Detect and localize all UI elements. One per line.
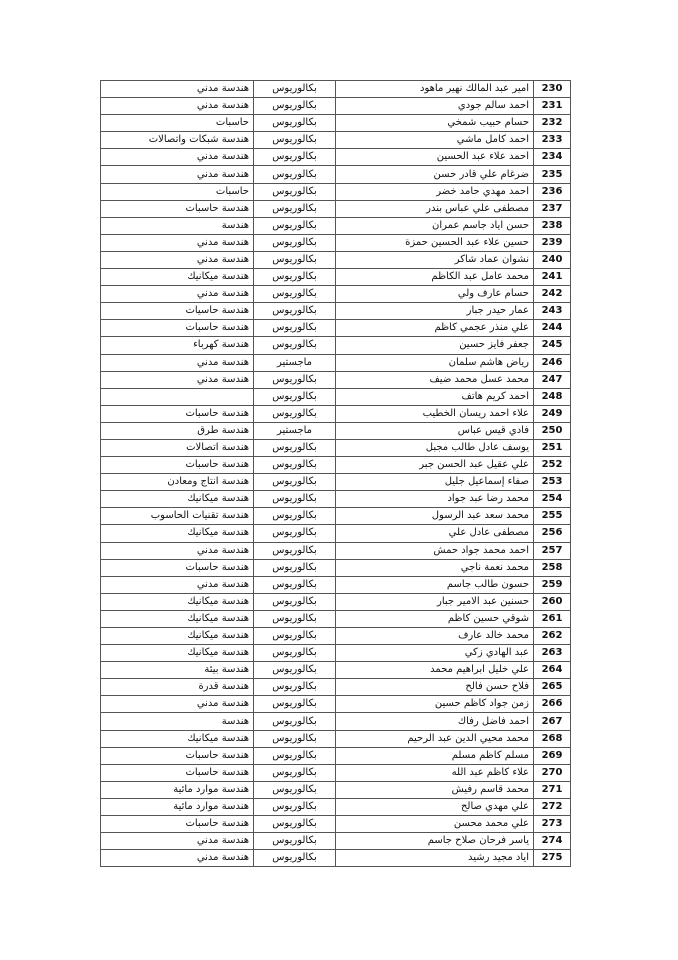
specialization-cell: هندسة مدني xyxy=(101,850,254,867)
name-cell: احمد علاء عبد الحسين xyxy=(336,149,534,166)
name-cell: صفاء إسماعيل جليل xyxy=(336,474,534,491)
degree-cell: بكالوريوس xyxy=(254,388,336,405)
table-row xyxy=(101,371,571,388)
degree-cell: بكالوريوس xyxy=(254,371,336,388)
row-number-cell: 238 xyxy=(534,217,571,234)
specialization-cell: هندسة مدني xyxy=(101,251,254,268)
degree-cell: بكالوريوس xyxy=(254,764,336,781)
row-number-cell: 250 xyxy=(534,422,571,439)
row-number-cell: 255 xyxy=(534,508,571,525)
degree-cell: بكالوريوس xyxy=(254,628,336,645)
specialization-cell: هندسة ميكانيك xyxy=(101,593,254,610)
row-number-cell: 245 xyxy=(534,337,571,354)
degree-cell: بكالوريوس xyxy=(254,696,336,713)
specialization-cell: هندسة xyxy=(101,713,254,730)
table-row xyxy=(101,251,571,268)
name-cell: امير عبد المالك نهير ماهود xyxy=(336,81,534,98)
degree-cell: بكالوريوس xyxy=(254,816,336,833)
specialization-cell: حاسبات xyxy=(101,115,254,132)
specialization-cell xyxy=(101,388,254,405)
degree-cell: بكالوريوس xyxy=(254,525,336,542)
specialization-cell: هندسة مدني xyxy=(101,833,254,850)
name-cell: ضرغام علي قادر حسن xyxy=(336,166,534,183)
name-cell: فادي قيس عباس xyxy=(336,422,534,439)
table-row xyxy=(101,81,571,98)
row-number-cell: 247 xyxy=(534,371,571,388)
name-cell: مصطفى عادل علي xyxy=(336,525,534,542)
degree-cell: بكالوريوس xyxy=(254,115,336,132)
degree-cell: بكالوريوس xyxy=(254,781,336,798)
row-number-cell: 271 xyxy=(534,781,571,798)
specialization-cell: هندسة مدني xyxy=(101,576,254,593)
table-row xyxy=(101,115,571,132)
row-number-cell: 264 xyxy=(534,662,571,679)
table-row xyxy=(101,98,571,115)
table-row xyxy=(101,269,571,286)
name-cell: احمد مهدي حامد خضر xyxy=(336,183,534,200)
name-cell: حسين علاء عبد الحسين حمزة xyxy=(336,234,534,251)
specialization-cell: هندسة ميكانيك xyxy=(101,730,254,747)
degree-cell: بكالوريوس xyxy=(254,662,336,679)
name-cell: ياسر فرحان صلاح جاسم xyxy=(336,833,534,850)
row-number-cell: 272 xyxy=(534,798,571,815)
row-number-cell: 270 xyxy=(534,764,571,781)
row-number-cell: 230 xyxy=(534,81,571,98)
table-row xyxy=(101,645,571,662)
table-row xyxy=(101,508,571,525)
row-number-cell: 239 xyxy=(534,234,571,251)
table-row xyxy=(101,388,571,405)
degree-cell: ماجستير xyxy=(254,354,336,371)
degree-cell: بكالوريوس xyxy=(254,303,336,320)
table-row xyxy=(101,833,571,850)
specialization-cell: هندسة حاسيات xyxy=(101,303,254,320)
candidates-table xyxy=(100,80,571,867)
row-number-cell: 266 xyxy=(534,696,571,713)
row-number-cell: 267 xyxy=(534,713,571,730)
name-cell: احمد فاضل رفاك xyxy=(336,713,534,730)
row-number-cell: 231 xyxy=(534,98,571,115)
table-row xyxy=(101,662,571,679)
specialization-cell: هندسة ميكانيك xyxy=(101,269,254,286)
row-number-cell: 262 xyxy=(534,628,571,645)
row-number-cell: 232 xyxy=(534,115,571,132)
table-row xyxy=(101,798,571,815)
specialization-cell: هندسة تقنيات الحاسوب xyxy=(101,508,254,525)
table-row xyxy=(101,628,571,645)
table-row xyxy=(101,525,571,542)
table-row xyxy=(101,730,571,747)
specialization-cell: هندسة ميكانيك xyxy=(101,610,254,627)
table-row xyxy=(101,747,571,764)
degree-cell: بكالوريوس xyxy=(254,850,336,867)
name-cell: محمد عامل عبد الكاظم xyxy=(336,269,534,286)
row-number-cell: 252 xyxy=(534,457,571,474)
specialization-cell: هندسة اتصالات xyxy=(101,439,254,456)
name-cell: احمد سالم جودي xyxy=(336,98,534,115)
table-row xyxy=(101,491,571,508)
name-cell: علي خليل ابراهيم محمد xyxy=(336,662,534,679)
specialization-cell: هندسة حاسبات xyxy=(101,747,254,764)
name-cell: حسام عارف ولي xyxy=(336,286,534,303)
specialization-cell: هندسة حاسبات xyxy=(101,405,254,422)
table-row xyxy=(101,337,571,354)
degree-cell: بكالوريوس xyxy=(254,234,336,251)
specialization-cell: هندسة انتاج ومعادن xyxy=(101,474,254,491)
degree-cell: ماجستير xyxy=(254,422,336,439)
table-row xyxy=(101,149,571,166)
table-row xyxy=(101,850,571,867)
specialization-cell: هندسة مدني xyxy=(101,542,254,559)
row-number-cell: 233 xyxy=(534,132,571,149)
row-number-cell: 269 xyxy=(534,747,571,764)
table-row xyxy=(101,405,571,422)
row-number-cell: 253 xyxy=(534,474,571,491)
degree-cell: بكالوريوس xyxy=(254,508,336,525)
table-row xyxy=(101,166,571,183)
table-row xyxy=(101,217,571,234)
degree-cell: بكالوريوس xyxy=(254,149,336,166)
degree-cell: بكالوريوس xyxy=(254,713,336,730)
table-row xyxy=(101,303,571,320)
row-number-cell: 236 xyxy=(534,183,571,200)
row-number-cell: 265 xyxy=(534,679,571,696)
table-row xyxy=(101,610,571,627)
name-cell: رياض هاشم سلمان xyxy=(336,354,534,371)
row-number-cell: 259 xyxy=(534,576,571,593)
name-cell: حسون طالب جاسم xyxy=(336,576,534,593)
degree-cell: بكالوريوس xyxy=(254,251,336,268)
specialization-cell: هندسة بيئة xyxy=(101,662,254,679)
row-number-cell: 261 xyxy=(534,610,571,627)
row-number-cell: 235 xyxy=(534,166,571,183)
specialization-cell: هندسة كهرباء xyxy=(101,337,254,354)
row-number-cell: 249 xyxy=(534,405,571,422)
degree-cell: بكالوريوس xyxy=(254,593,336,610)
name-cell: حسنين عبد الامير جبار xyxy=(336,593,534,610)
name-cell: حسام حبيب شمخي xyxy=(336,115,534,132)
degree-cell: بكالوريوس xyxy=(254,200,336,217)
name-cell: محمد رضا عبد جواد xyxy=(336,491,534,508)
specialization-cell: هندسة مدني xyxy=(101,286,254,303)
table-row xyxy=(101,696,571,713)
specialization-cell: هندسة ميكانيك xyxy=(101,645,254,662)
specialization-cell: هندسة مدني xyxy=(101,81,254,98)
specialization-cell: هندسة مدني xyxy=(101,149,254,166)
row-number-cell: 258 xyxy=(534,559,571,576)
name-cell: زمن جواد كاظم حسين xyxy=(336,696,534,713)
degree-cell: بكالوريوس xyxy=(254,337,336,354)
specialization-cell: هندسة مدني xyxy=(101,371,254,388)
specialization-cell: هندسة شبكات واتصالات xyxy=(101,132,254,149)
specialization-cell: هندسة حاسبات xyxy=(101,457,254,474)
row-number-cell: 251 xyxy=(534,439,571,456)
degree-cell: بكالوريوس xyxy=(254,542,336,559)
row-number-cell: 275 xyxy=(534,850,571,867)
specialization-cell: هندسة قدرة xyxy=(101,679,254,696)
row-number-cell: 256 xyxy=(534,525,571,542)
row-number-cell: 254 xyxy=(534,491,571,508)
name-cell: مسلم كاظم مسلم xyxy=(336,747,534,764)
degree-cell: بكالوريوس xyxy=(254,559,336,576)
degree-cell: بكالوريوس xyxy=(254,166,336,183)
row-number-cell: 257 xyxy=(534,542,571,559)
name-cell: علاء احمد ريسان الخطيب xyxy=(336,405,534,422)
table-row xyxy=(101,679,571,696)
name-cell: علي محمد محسن xyxy=(336,816,534,833)
table-row xyxy=(101,234,571,251)
row-number-cell: 240 xyxy=(534,251,571,268)
degree-cell: بكالوريوس xyxy=(254,217,336,234)
specialization-cell: هندسة موارد مائية xyxy=(101,781,254,798)
degree-cell: بكالوريوس xyxy=(254,833,336,850)
row-number-cell: 241 xyxy=(534,269,571,286)
row-number-cell: 263 xyxy=(534,645,571,662)
table-row xyxy=(101,713,571,730)
name-cell: شوقي حسين كاظم xyxy=(336,610,534,627)
degree-cell: بكالوريوس xyxy=(254,679,336,696)
row-number-cell: 268 xyxy=(534,730,571,747)
table-row xyxy=(101,542,571,559)
name-cell: جعفر فايز حسين xyxy=(336,337,534,354)
name-cell: اياد مجيد رشيد xyxy=(336,850,534,867)
specialization-cell: هندسة طرق xyxy=(101,422,254,439)
name-cell: نشوان عماد شاكر xyxy=(336,251,534,268)
degree-cell: بكالوريوس xyxy=(254,132,336,149)
row-number-cell: 244 xyxy=(534,320,571,337)
specialization-cell: هندسة حاسبات xyxy=(101,764,254,781)
name-cell: علي عقيل عبد الحسن جبر xyxy=(336,457,534,474)
degree-cell: بكالوريوس xyxy=(254,405,336,422)
table-row xyxy=(101,183,571,200)
table-row xyxy=(101,816,571,833)
name-cell: حسن اياد جاسم عمران xyxy=(336,217,534,234)
name-cell: محمد نعمة ناجي xyxy=(336,559,534,576)
table-row xyxy=(101,200,571,217)
row-number-cell: 237 xyxy=(534,200,571,217)
specialization-cell: هندسة ميكانيك xyxy=(101,628,254,645)
name-cell: علي مهدي صالح xyxy=(336,798,534,815)
specialization-cell: حاسبات xyxy=(101,183,254,200)
table-row xyxy=(101,457,571,474)
row-number-cell: 260 xyxy=(534,593,571,610)
table-row xyxy=(101,320,571,337)
row-number-cell: 273 xyxy=(534,816,571,833)
row-number-cell: 234 xyxy=(534,149,571,166)
name-cell: محمد قاسم رفيش xyxy=(336,781,534,798)
specialization-cell: هندسة ميكانيك xyxy=(101,491,254,508)
degree-cell: بكالوريوس xyxy=(254,183,336,200)
table-row xyxy=(101,132,571,149)
specialization-cell: هندسة مدني xyxy=(101,354,254,371)
name-cell: مصطفى علي عباس بندر xyxy=(336,200,534,217)
row-number-cell: 242 xyxy=(534,286,571,303)
degree-cell: بكالوريوس xyxy=(254,98,336,115)
degree-cell: بكالوريوس xyxy=(254,610,336,627)
table-row xyxy=(101,354,571,371)
table-row xyxy=(101,576,571,593)
specialization-cell: هندسة حاسبات xyxy=(101,816,254,833)
degree-cell: بكالوريوس xyxy=(254,269,336,286)
degree-cell: بكالوريوس xyxy=(254,798,336,815)
name-cell: عبد الهادي زكي xyxy=(336,645,534,662)
row-number-cell: 243 xyxy=(534,303,571,320)
name-cell: علاء كاظم عبد الله xyxy=(336,764,534,781)
name-cell: احمد كامل ماشي xyxy=(336,132,534,149)
name-cell: احمد محمد جواد حمش xyxy=(336,542,534,559)
table-row xyxy=(101,593,571,610)
specialization-cell: هندسة حاسبات xyxy=(101,559,254,576)
table-row xyxy=(101,286,571,303)
table-row xyxy=(101,764,571,781)
specialization-cell: هندسة مدني xyxy=(101,234,254,251)
specialization-cell: هندسة مدني xyxy=(101,98,254,115)
degree-cell: بكالوريوس xyxy=(254,730,336,747)
name-cell: محمد خالد عارف xyxy=(336,628,534,645)
table-row xyxy=(101,474,571,491)
row-number-cell: 248 xyxy=(534,388,571,405)
degree-cell: بكالوريوس xyxy=(254,747,336,764)
name-cell: يوسف عادل طالب مجبل xyxy=(336,439,534,456)
specialization-cell: هندسة مدني xyxy=(101,166,254,183)
name-cell: محمد محيي الدين عبد الرحيم xyxy=(336,730,534,747)
table-row xyxy=(101,781,571,798)
name-cell: احمد كريم هاتف xyxy=(336,388,534,405)
specialization-cell: هندسة حاسبات xyxy=(101,320,254,337)
name-cell: عمار حيدر جبار xyxy=(336,303,534,320)
specialization-cell: هندسة حاسبات xyxy=(101,200,254,217)
row-number-cell: 274 xyxy=(534,833,571,850)
degree-cell: بكالوريوس xyxy=(254,457,336,474)
name-cell: محمد سعد عبد الرسول xyxy=(336,508,534,525)
name-cell: فلاح حسن فالح xyxy=(336,679,534,696)
specialization-cell: هندسة موارد مائية xyxy=(101,798,254,815)
table-row xyxy=(101,559,571,576)
degree-cell: بكالوريوس xyxy=(254,491,336,508)
specialization-cell: هندسة مدني xyxy=(101,696,254,713)
degree-cell: بكالوريوس xyxy=(254,320,336,337)
row-number-cell: 246 xyxy=(534,354,571,371)
degree-cell: بكالوريوس xyxy=(254,439,336,456)
degree-cell: بكالوريوس xyxy=(254,81,336,98)
table-row xyxy=(101,439,571,456)
table-row xyxy=(101,422,571,439)
specialization-cell: هندسة ميكانيك xyxy=(101,525,254,542)
degree-cell: بكالوريوس xyxy=(254,645,336,662)
degree-cell: بكالوريوس xyxy=(254,576,336,593)
specialization-cell: هندسة xyxy=(101,217,254,234)
name-cell: علي منذر عجمي كاظم xyxy=(336,320,534,337)
name-cell: محمد عسل محمد ضيف xyxy=(336,371,534,388)
degree-cell: بكالوريوس xyxy=(254,474,336,491)
degree-cell: بكالوريوس xyxy=(254,286,336,303)
